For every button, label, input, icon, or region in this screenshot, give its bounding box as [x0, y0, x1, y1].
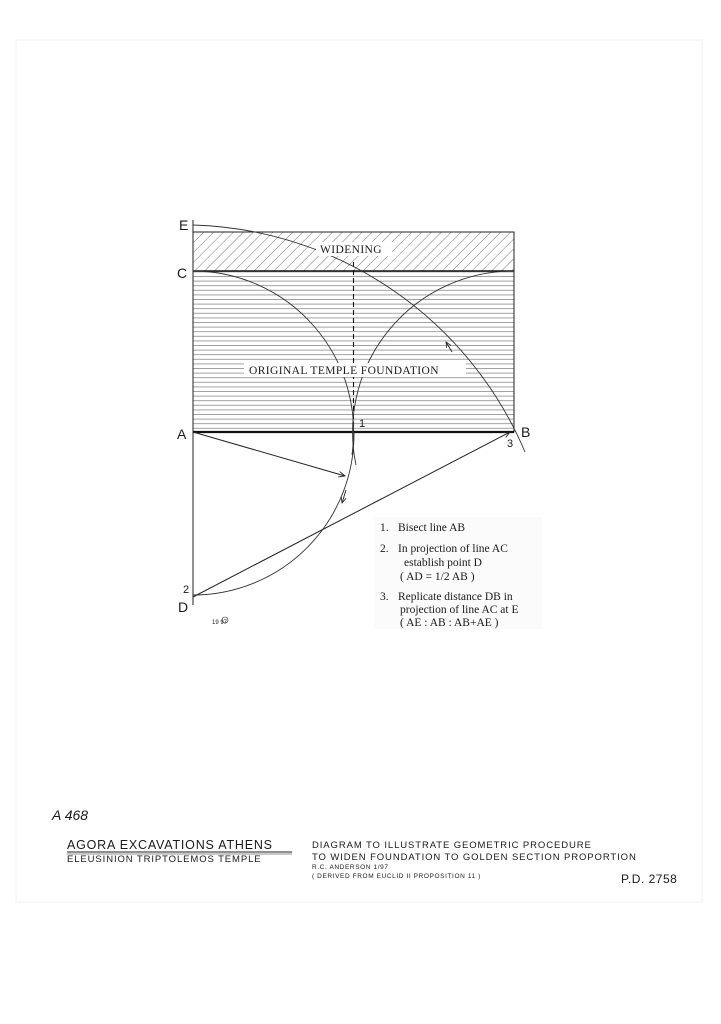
step-2-number: 2. [380, 543, 389, 555]
project-title: AGORA EXCAVATIONS ATHENS [67, 838, 273, 852]
author-line: R.C. ANDERSON 1/97 [312, 864, 389, 871]
point-label-b: B [521, 424, 531, 440]
arrow-a-to-m [193, 432, 345, 476]
step-3-number: 3. [380, 591, 389, 603]
step-3-line-1: Replicate distance DB in [398, 591, 513, 603]
original-foundation-label: ORIGINAL TEMPLE FOUNDATION [249, 365, 439, 377]
step-1-line-1: Bisect line AB [398, 522, 466, 534]
marker-2: 2 [183, 584, 190, 596]
point-label-c: C [177, 265, 188, 281]
step-3-line-3: ( AE : AB : AB+AE ) [400, 617, 499, 629]
marker-3: 3 [507, 438, 514, 450]
catalog-number: A 468 [52, 807, 89, 823]
point-label-d: D [178, 599, 189, 615]
step-3 [380, 591, 519, 629]
site-name: ELEUSINION TRIPTOLEMOS TEMPLE [67, 854, 262, 865]
source-line: ( DERIVED FROM EUCLID II PROPOSITION 11 ) [312, 873, 481, 880]
point-label-e: E [179, 217, 189, 233]
marker-1: 1 [359, 418, 366, 430]
widening-label: WIDENING [320, 244, 382, 256]
arc-to-d [193, 432, 354, 595]
drawing-number: P.D. 2758 [621, 872, 678, 886]
point-label-a: A [177, 426, 187, 442]
step-2-line-1: In projection of line AC [398, 543, 508, 555]
step-1-number: 1. [380, 522, 389, 534]
paper-border [16, 40, 702, 902]
signature-mark: 19 97 [212, 620, 228, 626]
step-2-line-3: ( AD = 1/2 AB ) [400, 571, 475, 583]
description-line-1: DIAGRAM TO ILLUSTRATE GEOMETRIC PROCEDURE [312, 840, 592, 851]
description-line-2: TO WIDEN FOUNDATION TO GOLDEN SECTION PROPORTION [312, 852, 637, 863]
step-2-line-2: establish point D [404, 557, 482, 569]
arc-to-d-arrow [342, 490, 346, 503]
step-3-line-2: projection of line AC at E [400, 604, 519, 616]
